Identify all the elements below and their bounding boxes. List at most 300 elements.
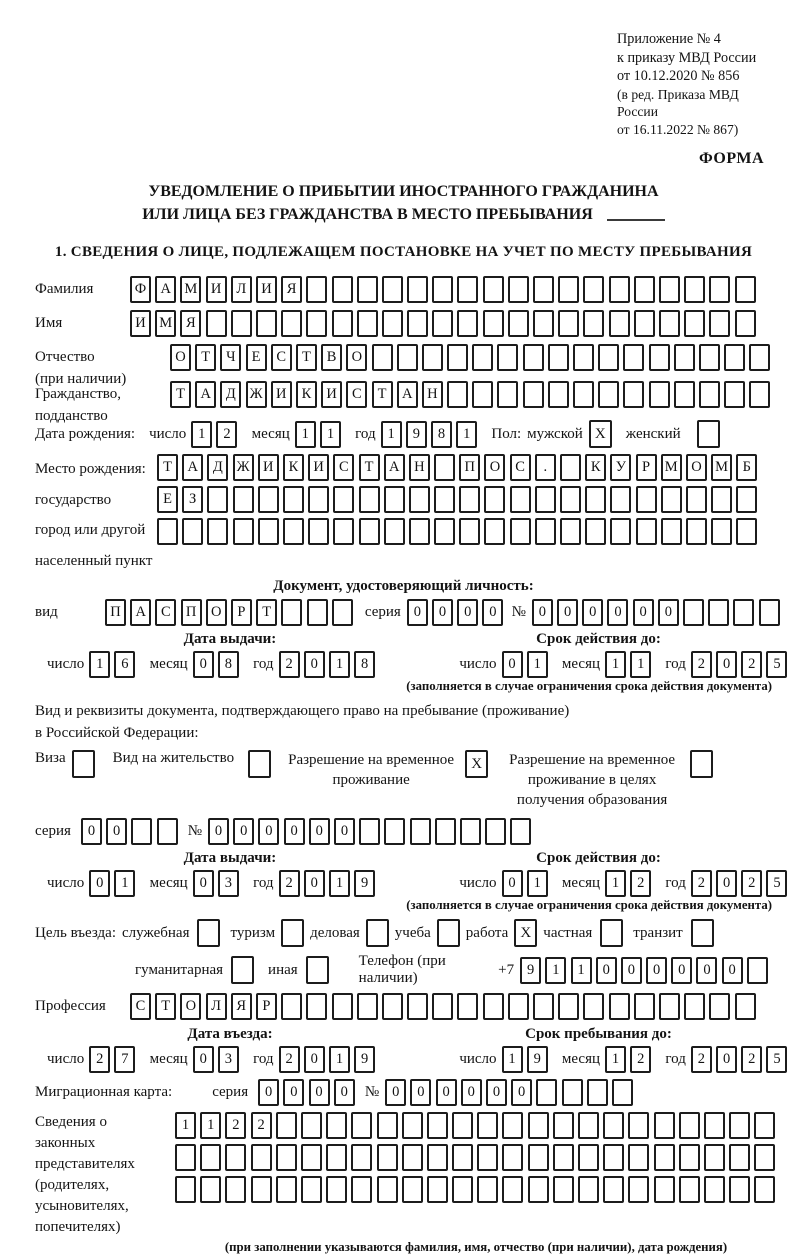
char-box[interactable]: Р [636, 454, 657, 481]
char-box[interactable]: Н [409, 454, 430, 481]
char-box[interactable] [679, 1144, 700, 1171]
char-box[interactable]: 1 [295, 421, 316, 448]
char-box[interactable] [402, 1112, 423, 1139]
char-box[interactable]: Д [207, 454, 228, 481]
char-box[interactable] [410, 818, 431, 845]
char-box[interactable]: 0 [233, 818, 254, 845]
char-box[interactable]: 2 [279, 651, 300, 678]
char-box[interactable] [749, 344, 770, 371]
char-box[interactable]: 0 [716, 1046, 737, 1073]
char-box[interactable] [628, 1112, 649, 1139]
char-box[interactable]: М [155, 310, 176, 337]
char-box[interactable] [628, 1176, 649, 1203]
char-box[interactable]: 2 [225, 1112, 246, 1139]
char-box[interactable]: К [296, 381, 317, 408]
char-box[interactable]: М [180, 276, 201, 303]
char-box[interactable] [523, 381, 544, 408]
char-box[interactable] [377, 1144, 398, 1171]
char-box[interactable]: 1 [329, 1046, 350, 1073]
char-box[interactable]: С [510, 454, 531, 481]
char-box[interactable] [231, 310, 252, 337]
char-box[interactable]: 1 [456, 421, 477, 448]
char-box[interactable]: 0 [532, 599, 553, 626]
char-box[interactable]: 0 [607, 599, 628, 626]
char-box[interactable]: 0 [193, 1046, 214, 1073]
char-box[interactable]: Ж [246, 381, 267, 408]
char-box[interactable]: 0 [385, 1079, 406, 1106]
char-box[interactable]: 2 [279, 1046, 300, 1073]
char-box[interactable]: 0 [511, 1079, 532, 1106]
char-box[interactable] [603, 1112, 624, 1139]
char-box[interactable] [659, 310, 680, 337]
char-box[interactable] [502, 1176, 523, 1203]
checkbox-purpose-tourism[interactable] [281, 919, 304, 947]
char-box[interactable] [560, 454, 581, 481]
char-box[interactable] [157, 518, 178, 545]
char-box[interactable]: 0 [304, 651, 325, 678]
char-box[interactable] [735, 310, 756, 337]
char-box[interactable]: 0 [502, 870, 523, 897]
char-box[interactable] [709, 276, 730, 303]
char-box[interactable]: И [206, 276, 227, 303]
char-box[interactable] [553, 1176, 574, 1203]
char-box[interactable] [225, 1176, 246, 1203]
char-box[interactable] [508, 310, 529, 337]
char-box[interactable] [484, 518, 505, 545]
char-box[interactable]: С [155, 599, 176, 626]
char-box[interactable]: 0 [582, 599, 603, 626]
char-box[interactable] [729, 1176, 750, 1203]
char-box[interactable]: 0 [432, 599, 453, 626]
char-box[interactable] [281, 599, 302, 626]
char-box[interactable]: О [484, 454, 505, 481]
char-box[interactable] [711, 486, 732, 513]
char-box[interactable] [736, 486, 757, 513]
char-box[interactable]: 0 [621, 957, 642, 984]
char-box[interactable]: 2 [741, 1046, 762, 1073]
char-box[interactable] [533, 993, 554, 1020]
char-box[interactable] [510, 486, 531, 513]
char-box[interactable] [699, 344, 720, 371]
char-box[interactable] [452, 1144, 473, 1171]
char-box[interactable] [459, 518, 480, 545]
char-box[interactable] [457, 993, 478, 1020]
char-box[interactable] [157, 818, 178, 845]
char-box[interactable] [754, 1176, 775, 1203]
char-box[interactable]: 0 [208, 818, 229, 845]
char-box[interactable] [308, 518, 329, 545]
char-box[interactable]: Н [422, 381, 443, 408]
char-box[interactable] [357, 310, 378, 337]
char-box[interactable]: 2 [630, 870, 651, 897]
char-box[interactable]: 2 [691, 651, 712, 678]
char-box[interactable]: 0 [304, 1046, 325, 1073]
char-box[interactable]: 9 [527, 1046, 548, 1073]
char-box[interactable]: О [686, 454, 707, 481]
char-box[interactable] [733, 599, 754, 626]
char-box[interactable]: 2 [691, 870, 712, 897]
char-box[interactable] [258, 518, 279, 545]
char-box[interactable] [528, 1176, 549, 1203]
char-box[interactable] [724, 381, 745, 408]
char-box[interactable] [533, 310, 554, 337]
char-box[interactable]: Т [372, 381, 393, 408]
char-box[interactable] [422, 344, 443, 371]
char-box[interactable]: 7 [114, 1046, 135, 1073]
char-box[interactable]: 2 [630, 1046, 651, 1073]
char-box[interactable] [377, 1112, 398, 1139]
char-box[interactable] [409, 518, 430, 545]
char-box[interactable]: 2 [251, 1112, 272, 1139]
char-box[interactable] [306, 310, 327, 337]
char-box[interactable] [382, 993, 403, 1020]
char-box[interactable] [359, 818, 380, 845]
char-box[interactable]: Е [157, 486, 178, 513]
char-box[interactable]: 0 [410, 1079, 431, 1106]
char-box[interactable]: 0 [722, 957, 743, 984]
checkbox-purpose-transit[interactable] [691, 919, 714, 947]
char-box[interactable]: 1 [320, 421, 341, 448]
char-box[interactable] [634, 276, 655, 303]
char-box[interactable]: 5 [766, 651, 787, 678]
char-box[interactable]: 0 [309, 818, 330, 845]
char-box[interactable] [704, 1176, 725, 1203]
char-box[interactable] [585, 486, 606, 513]
char-box[interactable] [583, 276, 604, 303]
char-box[interactable] [432, 310, 453, 337]
char-box[interactable]: 0 [557, 599, 578, 626]
char-box[interactable] [523, 344, 544, 371]
char-box[interactable] [623, 381, 644, 408]
char-box[interactable] [306, 993, 327, 1020]
char-box[interactable] [206, 310, 227, 337]
char-box[interactable] [182, 518, 203, 545]
char-box[interactable] [434, 518, 455, 545]
char-box[interactable]: Т [296, 344, 317, 371]
char-box[interactable] [510, 818, 531, 845]
char-box[interactable]: 0 [258, 1079, 279, 1106]
char-box[interactable]: И [256, 276, 277, 303]
char-box[interactable] [434, 454, 455, 481]
char-box[interactable]: А [155, 276, 176, 303]
char-box[interactable]: 9 [520, 957, 541, 984]
char-box[interactable] [573, 344, 594, 371]
char-box[interactable] [258, 486, 279, 513]
char-box[interactable]: 2 [741, 651, 762, 678]
checkbox-purpose-work[interactable]: X [514, 919, 537, 947]
char-box[interactable] [409, 486, 430, 513]
char-box[interactable] [351, 1112, 372, 1139]
checkbox-gender-male[interactable]: X [589, 420, 612, 448]
char-box[interactable]: 1 [630, 651, 651, 678]
char-box[interactable] [333, 518, 354, 545]
char-box[interactable]: 0 [81, 818, 102, 845]
char-box[interactable]: 0 [334, 818, 355, 845]
char-box[interactable]: Ж [233, 454, 254, 481]
char-box[interactable] [610, 486, 631, 513]
char-box[interactable]: О [346, 344, 367, 371]
char-box[interactable] [407, 276, 428, 303]
char-box[interactable] [679, 1112, 700, 1139]
char-box[interactable] [510, 518, 531, 545]
char-box[interactable]: 0 [596, 957, 617, 984]
char-box[interactable]: 1 [329, 870, 350, 897]
char-box[interactable] [674, 344, 695, 371]
char-box[interactable]: 0 [309, 1079, 330, 1106]
char-box[interactable]: 0 [304, 870, 325, 897]
char-box[interactable]: Е [246, 344, 267, 371]
char-box[interactable] [326, 1112, 347, 1139]
char-box[interactable] [636, 518, 657, 545]
char-box[interactable] [308, 486, 329, 513]
char-box[interactable] [508, 993, 529, 1020]
char-box[interactable]: П [459, 454, 480, 481]
char-box[interactable] [485, 818, 506, 845]
char-box[interactable]: 0 [482, 599, 503, 626]
char-box[interactable] [459, 486, 480, 513]
char-box[interactable]: И [130, 310, 151, 337]
char-box[interactable]: В [321, 344, 342, 371]
char-box[interactable]: 1 [571, 957, 592, 984]
char-box[interactable] [384, 818, 405, 845]
char-box[interactable]: 1 [527, 870, 548, 897]
checkbox-temp-residence[interactable]: X [465, 750, 488, 778]
char-box[interactable]: 0 [334, 1079, 355, 1106]
char-box[interactable]: Т [170, 381, 191, 408]
char-box[interactable]: А [130, 599, 151, 626]
char-box[interactable] [553, 1112, 574, 1139]
char-box[interactable] [175, 1144, 196, 1171]
char-box[interactable]: Л [231, 276, 252, 303]
char-box[interactable]: К [585, 454, 606, 481]
char-box[interactable] [497, 381, 518, 408]
char-box[interactable] [558, 276, 579, 303]
char-box[interactable] [674, 381, 695, 408]
char-box[interactable] [634, 993, 655, 1020]
char-box[interactable]: 0 [436, 1079, 457, 1106]
char-box[interactable] [357, 276, 378, 303]
char-box[interactable] [558, 993, 579, 1020]
char-box[interactable]: 2 [216, 421, 237, 448]
char-box[interactable]: Л [206, 993, 227, 1020]
char-box[interactable] [558, 310, 579, 337]
char-box[interactable] [684, 993, 705, 1020]
char-box[interactable]: Д [220, 381, 241, 408]
char-box[interactable] [749, 381, 770, 408]
char-box[interactable] [200, 1144, 221, 1171]
char-box[interactable]: 0 [716, 651, 737, 678]
char-box[interactable]: С [333, 454, 354, 481]
char-box[interactable] [609, 276, 630, 303]
char-box[interactable]: 1 [191, 421, 212, 448]
char-box[interactable] [477, 1176, 498, 1203]
char-box[interactable]: 0 [193, 870, 214, 897]
char-box[interactable] [598, 381, 619, 408]
char-box[interactable] [654, 1144, 675, 1171]
char-box[interactable]: О [180, 993, 201, 1020]
char-box[interactable]: Я [231, 993, 252, 1020]
char-box[interactable] [477, 1144, 498, 1171]
char-box[interactable] [711, 518, 732, 545]
char-box[interactable] [384, 518, 405, 545]
char-box[interactable] [447, 344, 468, 371]
char-box[interactable] [397, 344, 418, 371]
char-box[interactable] [623, 344, 644, 371]
char-box[interactable] [256, 310, 277, 337]
char-box[interactable] [759, 599, 780, 626]
char-box[interactable]: М [711, 454, 732, 481]
char-box[interactable] [276, 1144, 297, 1171]
char-box[interactable] [233, 518, 254, 545]
char-box[interactable]: Т [359, 454, 380, 481]
char-box[interactable] [301, 1176, 322, 1203]
char-box[interactable] [661, 518, 682, 545]
char-box[interactable] [484, 486, 505, 513]
char-box[interactable] [332, 276, 353, 303]
char-box[interactable]: 8 [431, 421, 452, 448]
char-box[interactable] [447, 381, 468, 408]
char-box[interactable] [377, 1176, 398, 1203]
char-box[interactable]: Б [736, 454, 757, 481]
char-box[interactable]: О [170, 344, 191, 371]
char-box[interactable]: 3 [218, 1046, 239, 1073]
char-box[interactable] [332, 993, 353, 1020]
char-box[interactable] [460, 818, 481, 845]
checkbox-gender-female[interactable] [697, 420, 720, 448]
char-box[interactable] [207, 486, 228, 513]
char-box[interactable] [699, 381, 720, 408]
char-box[interactable] [724, 344, 745, 371]
char-box[interactable]: 9 [406, 421, 427, 448]
char-box[interactable]: 0 [457, 599, 478, 626]
char-box[interactable] [609, 310, 630, 337]
char-box[interactable]: Ч [220, 344, 241, 371]
char-box[interactable]: 0 [671, 957, 692, 984]
char-box[interactable] [704, 1112, 725, 1139]
char-box[interactable] [306, 276, 327, 303]
char-box[interactable]: 1 [605, 1046, 626, 1073]
char-box[interactable]: П [105, 599, 126, 626]
char-box[interactable] [357, 993, 378, 1020]
char-box[interactable] [175, 1176, 196, 1203]
char-box[interactable] [301, 1112, 322, 1139]
char-box[interactable] [578, 1176, 599, 1203]
char-box[interactable]: 1 [381, 421, 402, 448]
char-box[interactable]: 1 [527, 651, 548, 678]
char-box[interactable] [502, 1112, 523, 1139]
char-box[interactable]: 1 [329, 651, 350, 678]
char-box[interactable] [326, 1144, 347, 1171]
char-box[interactable] [533, 276, 554, 303]
char-box[interactable] [432, 993, 453, 1020]
char-box[interactable]: 1 [89, 651, 110, 678]
char-box[interactable] [332, 310, 353, 337]
char-box[interactable] [709, 310, 730, 337]
char-box[interactable] [435, 818, 456, 845]
char-box[interactable]: 0 [258, 818, 279, 845]
char-box[interactable] [649, 381, 670, 408]
char-box[interactable]: Т [157, 454, 178, 481]
char-box[interactable] [251, 1176, 272, 1203]
char-box[interactable]: А [384, 454, 405, 481]
char-box[interactable] [497, 344, 518, 371]
char-box[interactable] [483, 276, 504, 303]
char-box[interactable]: 3 [218, 870, 239, 897]
char-box[interactable]: Т [195, 344, 216, 371]
char-box[interactable] [432, 276, 453, 303]
char-box[interactable] [603, 1176, 624, 1203]
char-box[interactable] [708, 599, 729, 626]
char-box[interactable] [684, 310, 705, 337]
char-box[interactable] [402, 1144, 423, 1171]
char-box[interactable]: 0 [283, 1079, 304, 1106]
char-box[interactable]: 0 [658, 599, 679, 626]
char-box[interactable] [659, 993, 680, 1020]
char-box[interactable]: Т [155, 993, 176, 1020]
char-box[interactable] [628, 1144, 649, 1171]
char-box[interactable] [351, 1176, 372, 1203]
char-box[interactable] [560, 486, 581, 513]
char-box[interactable]: 8 [218, 651, 239, 678]
char-box[interactable]: И [308, 454, 329, 481]
checkbox-purpose-study[interactable] [437, 919, 460, 947]
char-box[interactable]: 9 [354, 1046, 375, 1073]
char-box[interactable] [452, 1176, 473, 1203]
char-box[interactable] [603, 1144, 624, 1171]
char-box[interactable] [528, 1144, 549, 1171]
char-box[interactable] [535, 486, 556, 513]
char-box[interactable] [301, 1144, 322, 1171]
char-box[interactable]: И [271, 381, 292, 408]
char-box[interactable] [407, 993, 428, 1020]
char-box[interactable] [729, 1112, 750, 1139]
char-box[interactable]: 0 [106, 818, 127, 845]
char-box[interactable]: Р [231, 599, 252, 626]
char-box[interactable]: 1 [114, 870, 135, 897]
char-box[interactable] [407, 310, 428, 337]
char-box[interactable] [610, 518, 631, 545]
char-box[interactable] [382, 310, 403, 337]
char-box[interactable] [612, 1079, 633, 1106]
char-box[interactable] [508, 276, 529, 303]
char-box[interactable] [754, 1112, 775, 1139]
char-box[interactable] [434, 486, 455, 513]
char-box[interactable] [583, 310, 604, 337]
char-box[interactable] [472, 344, 493, 371]
char-box[interactable] [483, 993, 504, 1020]
char-box[interactable]: 9 [354, 870, 375, 897]
char-box[interactable] [332, 599, 353, 626]
char-box[interactable] [747, 957, 768, 984]
char-box[interactable]: 0 [716, 870, 737, 897]
char-box[interactable] [553, 1144, 574, 1171]
char-box[interactable]: 0 [646, 957, 667, 984]
char-box[interactable] [578, 1144, 599, 1171]
char-box[interactable] [535, 518, 556, 545]
char-box[interactable]: Р [256, 993, 277, 1020]
char-box[interactable] [333, 486, 354, 513]
char-box[interactable] [307, 599, 328, 626]
char-box[interactable] [477, 1112, 498, 1139]
checkbox-residence-permit[interactable] [248, 750, 271, 778]
char-box[interactable] [457, 276, 478, 303]
char-box[interactable] [735, 993, 756, 1020]
checkbox-visa[interactable] [72, 750, 95, 778]
char-box[interactable] [483, 310, 504, 337]
char-box[interactable] [562, 1079, 583, 1106]
char-box[interactable]: А [397, 381, 418, 408]
char-box[interactable] [587, 1079, 608, 1106]
